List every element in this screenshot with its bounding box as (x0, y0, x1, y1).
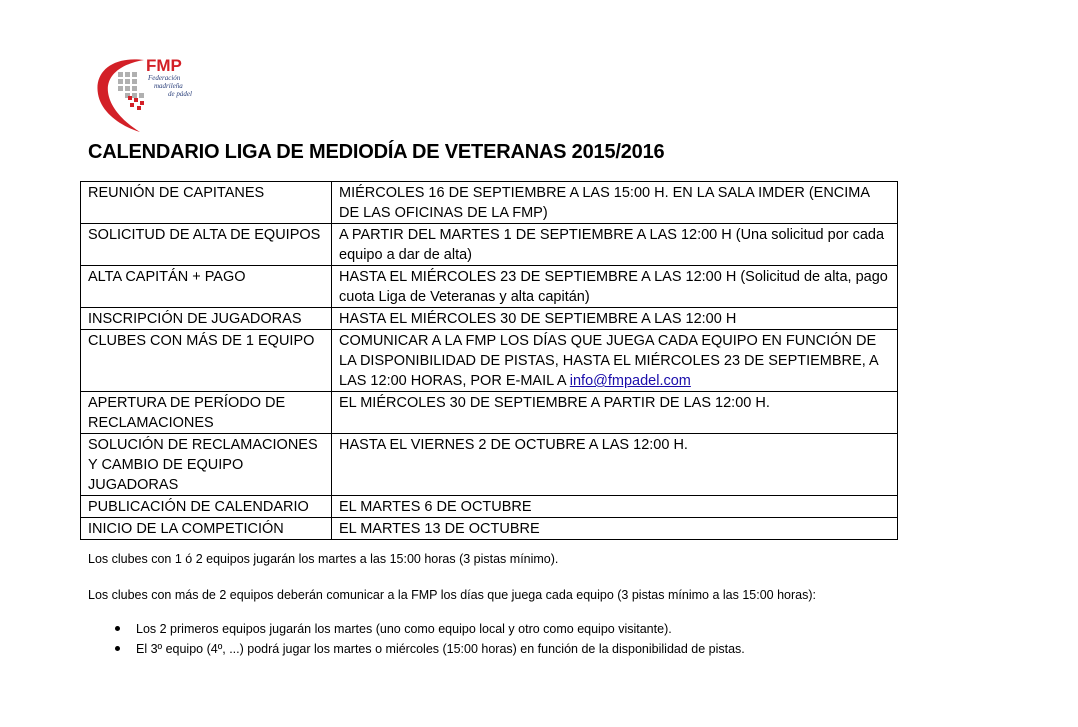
logo-text: FMP (146, 56, 182, 75)
table-row (81, 518, 898, 540)
row-label: INICIO DE LA COMPETICIÓN (81, 518, 332, 540)
row-label: CLUBES CON MÁS DE 1 EQUIPO (81, 330, 332, 392)
list-item-text: Los 2 primeros equipos jugarán los martes (uno como equipo local y otro como equipo visitante). (136, 622, 672, 636)
table-row (81, 496, 898, 518)
logo-subtitle-line2: madrileña (154, 82, 183, 90)
fmp-logo (92, 50, 222, 134)
calendar-table (80, 181, 898, 540)
bullet-icon (115, 646, 120, 651)
row-value: HASTA EL MIÉRCOLES 30 DE SEPTIEMBRE A LAS 12:00 H (332, 308, 898, 330)
row-value: A PARTIR DEL MARTES 1 DE SEPTIEMBRE A LAS 12:00 H (Una solicitud por cada equipo a dar de alta) (332, 224, 898, 266)
row-label: ALTA CAPITÁN + PAGO (81, 266, 332, 308)
row-value: MIÉRCOLES 16 DE SEPTIEMBRE A LAS 15:00 H. EN LA SALA IMDER (ENCIMA DE LAS OFICINAS DE LA FMP) (332, 182, 898, 224)
table-row (81, 224, 898, 266)
row-value: EL MIÉRCOLES 30 DE SEPTIEMBRE A PARTIR DE LAS 12:00 H. (332, 392, 898, 434)
row-value: EL MARTES 13 DE OCTUBRE (332, 518, 898, 540)
row-label: SOLUCIÓN DE RECLAMACIONES Y CAMBIO DE EQUIPO JUGADORAS (81, 434, 332, 496)
list-item (88, 619, 745, 639)
table-row (81, 434, 898, 496)
email-link[interactable]: info@fmpadel.com (569, 373, 691, 389)
table-row (81, 308, 898, 330)
row-value: HASTA EL MIÉRCOLES 23 DE SEPTIEMBRE A LAS 12:00 H (Solicitud de alta, pago cuota Liga de Veteranas y alta capitán) (332, 266, 898, 308)
row-label: PUBLICACIÓN DE CALENDARIO (81, 496, 332, 518)
paragraph-large-clubs: Los clubes con más de 2 equipos deberán comunicar a la FMP los días que juega cada equipo (3 pistas mínimo a las 15:00 horas): (88, 588, 816, 602)
bullet-icon (115, 626, 120, 631)
row-value: HASTA EL VIERNES 2 DE OCTUBRE A LAS 12:00 H. (332, 434, 898, 496)
logo-subtitle-line3: de pádel (168, 90, 192, 98)
list-item-text: El 3º equipo (4º, ...) podrá jugar los martes o miércoles (15:00 horas) en función de la disponibilidad de pistas. (136, 642, 745, 656)
table-row (81, 392, 898, 434)
table-row (81, 266, 898, 308)
row-label: APERTURA DE PERÍODO DE RECLAMACIONES (81, 392, 332, 434)
logo-subtitle-line1: Federación (148, 74, 181, 82)
row-label: INSCRIPCIÓN DE JUGADORAS (81, 308, 332, 330)
row-value: EL MARTES 6 DE OCTUBRE (332, 496, 898, 518)
row-value (332, 330, 898, 392)
list-item (88, 639, 745, 659)
paragraph-small-clubs: Los clubes con 1 ó 2 equipos jugarán los martes a las 15:00 horas (3 pistas mínimo). (88, 552, 559, 566)
bullet-list (88, 619, 745, 659)
row-label: REUNIÓN DE CAPITANES (81, 182, 332, 224)
table-row (81, 182, 898, 224)
table-row (81, 330, 898, 392)
row-label: SOLICITUD DE ALTA DE EQUIPOS (81, 224, 332, 266)
document-title: CALENDARIO LIGA DE MEDIODÍA DE VETERANAS 2015/2016 (88, 141, 665, 163)
row-value-text: COMUNICAR A LA FMP LOS DÍAS QUE JUEGA CADA EQUIPO EN FUNCIÓN DE LA DISPONIBILIDAD DE PISTAS, HASTA EL MIÉRCOLES 23 DE SEPTIEMBRE, A LAS 12:00 HORAS, POR E-MAIL A (339, 333, 878, 389)
